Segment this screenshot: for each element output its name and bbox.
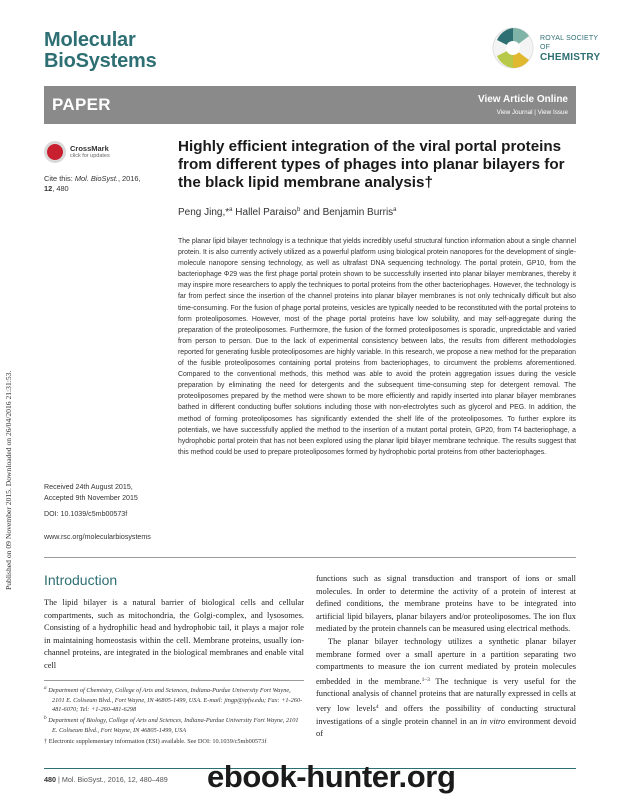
footer-citation: | Mol. BioSyst., 2016, 12, 480–489 [58,775,168,784]
author-affiliation: a [229,207,233,213]
rsc-line2: OF [540,44,551,51]
rsc-logo-icon [491,22,547,78]
cite-year: , 2016, [117,174,141,183]
footnote-affiliation-b: $^b$ Department of Biology, College of Arts and Sciences, Indiana-Purdue University Fort Wayne, 2101 E. Coliseum Blvd., Fort Wayne, IN 46805-1499, USA [44,715,299,734]
introduction-right-column [316,573,576,741]
citation-info [44,174,164,194]
footnote-divider [44,680,304,681]
introduction-heading: Introduction [44,572,118,588]
footnote-text: Department of Chemistry, College of Arts and Sciences, Indiana-Purdue University Fort Wayne, 2101 E. Coliseum Blvd., Fort Wayne, IN 46805-1499, USA. E-mail: jingp@ipfw.edu; Fax: +1-260-481-6070; Tel: +1-260-481-6298 [48,687,303,713]
publication-side-note [2,200,16,590]
article-type-banner [44,86,576,124]
intro-paragraph [316,636,576,741]
author-name: Benjamin Burris [322,207,394,218]
author-affiliation: b [296,207,301,213]
rsc-line3: CHEMISTRY [540,52,601,63]
author-list: Peng Jing,*$^a$ Hallel Paraiso$^b$ and Benjamin Burris$^a$ [178,207,397,218]
intro-text: and offers the possibility of conducting structural investigations of a single protein channel in an [316,703,576,726]
crossmark-badge[interactable] [44,140,144,164]
doi-text: DOI: 10.1039/c5mb00573f [44,510,128,519]
article-history [44,482,172,542]
cite-volume: 12 [44,184,53,193]
crossmark-icon [44,141,66,163]
view-article-online-link[interactable]: View Article Online [477,94,568,105]
journal-website-link[interactable]: www.rsc.org/molecularbiosystems [44,532,151,541]
cite-page: , 480 [52,184,69,193]
intro-text: environment devoid of [316,716,577,739]
author-name: Peng Jing,* [178,207,230,218]
section-divider [44,557,576,558]
rsc-wordmark [540,34,600,63]
citation-ref[interactable]: 1–3 [421,676,430,683]
intro-paragraph: functions such as signal transduction and transport of ions or small molecules. In order to determine the activity of a protein of interest at defined conditions, the membrane proteins have to be integrated into artificial lipid bilayers, planar bilayers and/or proteoliposomes. The ion flux mediated by the protein channels can be measured using electrical methods. [316,574,576,634]
cite-prefix: Cite this: [44,174,73,183]
footnote-affiliation-a: $^a$ Department of Chemistry, College of Arts and Sciences, Indiana-Purdue University Fort Wayne, 2101 E. Coliseum Blvd., Fort Wayne, IN 46805-1499, USA. E-mail: jingp@ipfw.edu; Fax: +1-260-481-6070; Tel: +1-260-481-6298 [44,685,303,713]
intro-paragraph: The lipid bilayer is a natural barrier of biological cells and cellular compartments, such as mitochondria, the Golgi-complex, and lysosomes. Consisting of a hydrophilic head and hydrophobic tail, it plays a major role in maintaining homeostasis within the cell. Membrane proteins, usually ion-channel proteins, are integrated in the biological membranes and enable vital cell [44,598,304,670]
accepted-date: Accepted 9th November 2015 [44,493,138,502]
journal-name-line2: BioSystems [44,50,157,72]
footnotes [44,684,304,747]
journal-name [44,30,157,72]
crossmark-sublabel: click for updates [70,153,110,159]
page-footer [44,775,168,784]
view-journal-issue-links[interactable]: View Journal | View Issue [496,109,568,116]
article-type-label: PAPER [52,95,111,114]
author-affiliation: a [393,207,397,213]
page-number: 480 [44,775,56,784]
crossmark-label: CrossMark [70,144,109,153]
side-note-text: Published on 09 November 2015. Downloaded on 26/04/2016 21:31:53. [4,370,13,590]
author-name: Hallel Paraiso [235,207,297,218]
received-date: Received 24th August 2015, [44,483,133,491]
watermark: ebook-hunter.org [207,759,456,794]
footnote-text: Department of Biology, College of Arts and Sciences, Indiana-Purdue University Fort Wayne, 2101 E. Coliseum Blvd., Fort Wayne, IN 46805-1499, USA [48,717,299,734]
introduction-left-column [44,597,304,673]
citation-ref[interactable]: 4 [375,703,379,710]
journal-name-line1: Molecular [44,29,136,51]
footnote-esi: † Electronic supplementary information (ESI) available. See DOI: 10.1039/c5mb00573f [44,738,267,746]
cite-journal: Mol. BioSyst. [74,174,118,183]
intro-text: The planar bilayer technology utilizes a synthetic planar bilayer membrane formed over a small aperture in a partition separating two compartments to measure the ion current mediated by protein molecules embedded in the membrane. [316,636,576,686]
article-title: Highly efficient integration of the viral portal proteins from different types of phages into planar bilayers for the black lipid membrane analysis† [178,138,565,191]
intro-text: The technique is very useful for the functional analysis of channel proteins that are naturally expressed in cells at very low levels [316,676,576,713]
rsc-line1: ROYAL SOCIETY [540,35,599,42]
abstract: The planar lipid bilayer technology is a technique that yields incredibly useful structural function information about a single channel protein. It is also currently actively utilized as a powerful platform using biological protein nanopores for the development of single-molecule nanopore sensing technology, as well as ultrafast DNA sequencing technology. The portal protein, GP10, from the bacteriophage Φ29 was the first phage portal protein shown to be successfully inserted into planar bilayer membranes, thereby it may inspire more researchers to apply the techniques to portal proteins from the other bacteriophages. However, the technology is far from perfect since the insertion of the channel proteins into planar bilayer membranes is not only technically difficult but also time-consuming. For the fusion of phage portal proteins, vesicles are typically needed to be reconstituted with the portal proteins to form proteoliposomes. However, most of the phage portal proteins have low solubility, and may self-aggregate during the preparation of the proteoliposomes. Furthermore, the fusion of the formed proteoliposomes is sporadic, unpredictable and varied from person to person. Due to the lack of experimental consistency between labs, the results from different methodologies reported for generating fusible proteoliposomes are highly variable. In this research, we propose a new method for the preparation of the fusible proteoliposomes containing portal proteins from bacteriophages, to circumvent the problems aforementioned. Compared to the conventional methods, this method was able to avoid the protein aggregation issues during the vesicle preparation by eliminating the need for detergents and the subsequent time-consuming step for detergent removal. The proteoliposomes prepared by the method were shown to be more efficiently and rapidly inserted into planar bilayer membranes bathed in different conducting buffer solutions including those with non-electrolytes such as glycerol and PEG. In addition, the method of forming proteoliposomes has significantly extended the shelf life of the proteoliposomes. To further explore its potentials, we have successfully applied the method to the insertion of a mutant portal protein, GP20, from T4 bacteriophage, a hydrophobic portal protein that has not been explored using the planar lipid bilayer membrane technique. The results suggest that this method could be used to prepare proteoliposomes formed by hydrophobic portal proteins from other bacteriophages. [178,238,576,456]
intro-italic: in vitro [480,716,506,726]
